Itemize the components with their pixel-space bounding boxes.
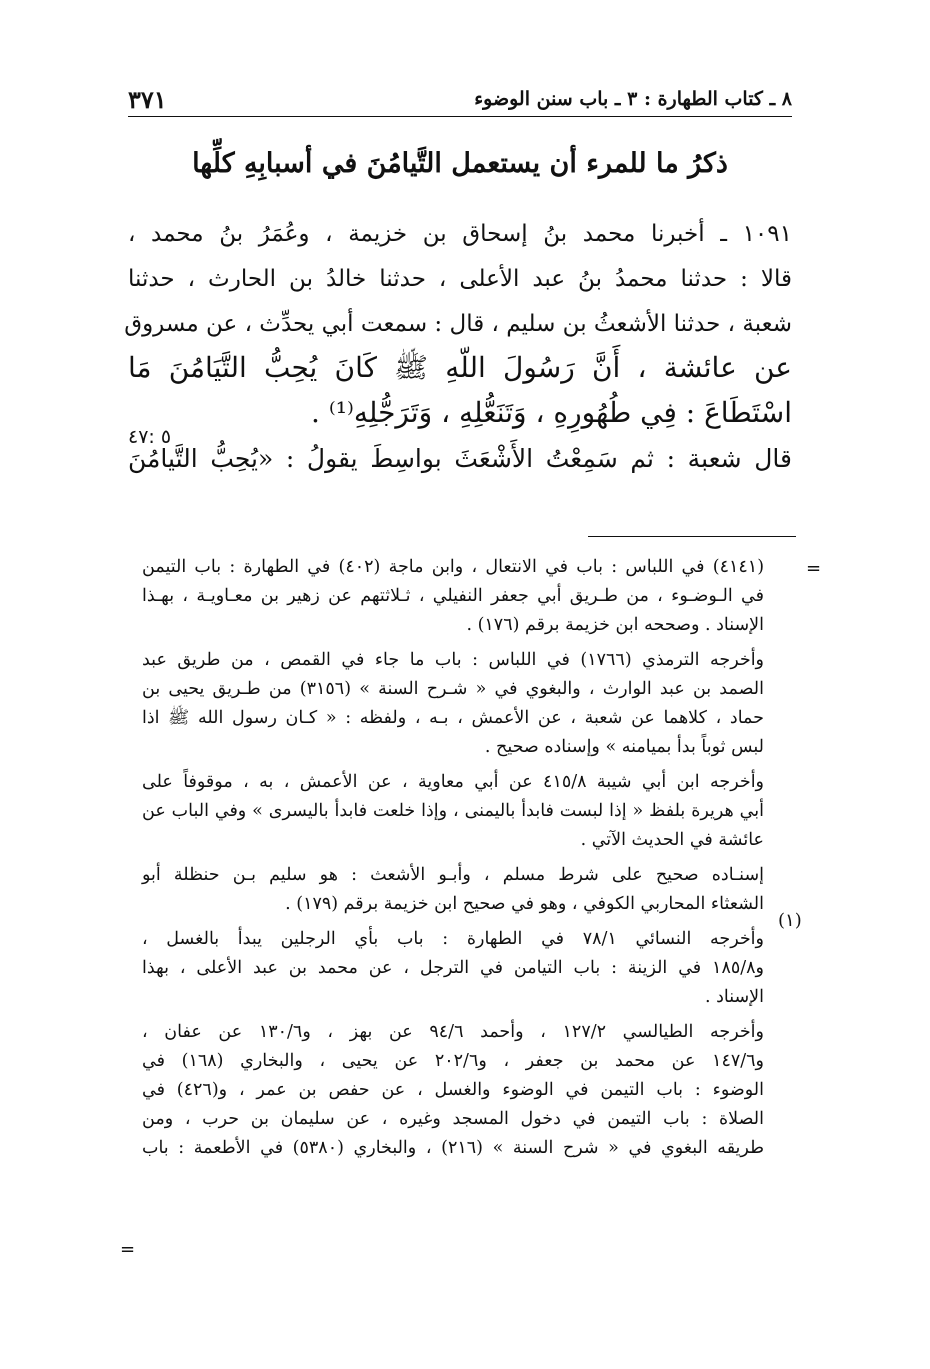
footnote-paragraph xyxy=(142,925,764,1012)
hadith-tail xyxy=(128,438,792,480)
footnote-line: الوضوء : باب التيمن في الوضوء والغسل ، عن حفص بن عمر ، و(٤٢٦) في xyxy=(142,1080,764,1100)
footnote-line: الصلاة : باب التيمن في دخول المسجد وغيره ، عن سليمان بن حرب ، ومن xyxy=(142,1109,764,1129)
hadith-matn xyxy=(128,345,792,435)
footnote-line: (٤١٤١) في اللباس : باب في الانتعال ، وابن ماجة (٤٠٢) في الطهارة : باب التيمن xyxy=(142,557,765,577)
tail-line: قال شعبة : ثم سَمِعْتُ الأَشْعَثَ بواسِطَ يقولُ : «يُحِبُّ التَّيامُنَ xyxy=(128,444,792,473)
end-marker: = xyxy=(120,1239,136,1260)
footnote-paragraph xyxy=(142,1018,764,1163)
page-number: ٣٧١ xyxy=(128,85,167,114)
footnote-line: الصمد بن عبد الوارث ، والبغوي في « شـرح السنة » (٣١٥٦) من طـريق يحيى بن xyxy=(142,679,764,699)
footnote-line: طريقه البغوي في « شرح السنة » (٢١٦) ، والبخاري (٥٣٨٠) في الأطعمة : باب xyxy=(142,1138,764,1158)
volume-reference: ٥ :٤٧ xyxy=(128,426,172,448)
footnote-divider xyxy=(588,536,796,537)
hadith-line: اسْتَطَاعَ : فِي طُهُورِهِ ، وَتَنَعُّلِهِ ، وَتَرَجُّلِهِ⁽¹⁾ . xyxy=(311,396,792,429)
footnote-line: حماد ، كلاهما عن شعبة ، عن الأعمش ، بـه ، ولفظه : « كـان رسول الله ﷺ اذا xyxy=(142,708,764,728)
hadith-line: عن عائشة ، أَنَّ رَسُولَ اللّهِ ﷺ كَانَ يُحِبُّ التَّيَامُنَ مَا xyxy=(128,351,792,384)
footnote-paragraph xyxy=(142,553,764,640)
footnote-line: الإسناد . xyxy=(704,987,764,1007)
footnote-line: أبي هريرة بلفظ « إذا لبست فابدأ باليمنى ، وإذا خلعت فابدأ باليسرى » وفي الباب عن xyxy=(142,801,764,821)
footnote-line: إسنـاده صحيح على شرط مسلم ، وأبـو الأشعث : هو سليم بـن حنظلة أبو xyxy=(142,865,764,885)
footnote-line: و١٨٥/٨ في الزينة : باب التيامن في الترجل ، عن محمد بن عبد الأعلى ، بهذا xyxy=(142,958,764,978)
footnote-line: وأخرجه النسائي ٧٨/١ في الطهارة : باب بأي الرجلين يبدأ بالغسل ، xyxy=(142,929,764,949)
main-line: ١٠٩١ ـ أخبرنا محمد بنُ إسحاق بن خزيمة ، وعُمَرُ بنُ محمد ، xyxy=(128,221,792,247)
footnote-number: (١) xyxy=(778,910,802,931)
page-header xyxy=(128,82,792,117)
isnad-text xyxy=(124,212,792,347)
footnote-line: و١٤٧/٦ عن محمد بن جعفر ، و٢٠٢/٦ عن يحيى ، والبخاري (١٦٨) في xyxy=(142,1051,764,1071)
footnote-paragraph xyxy=(142,768,764,855)
footnote-line: الشعثاء المحاربي الكوفي ، وهو في صحيح ابن خزيمة برقم (١٧٩) . xyxy=(285,894,764,914)
footnote-line: الإسناد . وصححه ابن خزيمة برقم (١٧٦) . xyxy=(466,615,764,635)
footnote-line: وأخرجه الطيالسي ١٢٧/٢ ، وأحمد ٩٤/٦ عن بهز ، و١٣٠/٦ عن عفان ، xyxy=(142,1022,764,1042)
main-line: شعبة ، حدثنا الأشعثُ بن سليم ، قال : سمعت أبي يحدِّث ، عن مسروق xyxy=(124,311,792,337)
continuation-marker: = xyxy=(806,558,822,579)
footnote-paragraph xyxy=(142,646,764,762)
footnote-line: في الـوضـوء ، من طـريق أبي جعفر النفيلي ، ثـلاثتهم عن زهير بن معـاويـة ، بهـذا xyxy=(142,586,764,606)
footnote-line: لبس ثوباً بدأ بميامنه » وإسناده صحيح . xyxy=(484,737,764,757)
main-line: قالا : حدثنا محمدُ بنُ عبد الأعلى ، حدثنا خالدُ بن الحارث ، حدثنا xyxy=(128,266,792,292)
section-title: ذكرُ ما للمرء أن يستعمل التَّيامُنَ في أسبابِهِ كلِّها xyxy=(192,148,728,179)
footnote-paragraph xyxy=(142,861,764,919)
footnote-line: عائشة في الحديث الآتي . xyxy=(580,830,764,850)
footnote-line: وأخرجه الترمذي (١٧٦٦) في اللباس : باب ما جاء في القمص ، من طريق عبد xyxy=(142,650,765,670)
footnotes xyxy=(142,553,764,1169)
footnote-line: وأخرجه ابن أبي شيبة ٤١٥/٨ عن أبي معاوية ، عن الأعمش ، به ، موقوفاً على xyxy=(142,772,765,792)
running-title: ٨ ـ كتاب الطهارة : ٣ ـ باب سنن الوضوء xyxy=(474,88,792,110)
